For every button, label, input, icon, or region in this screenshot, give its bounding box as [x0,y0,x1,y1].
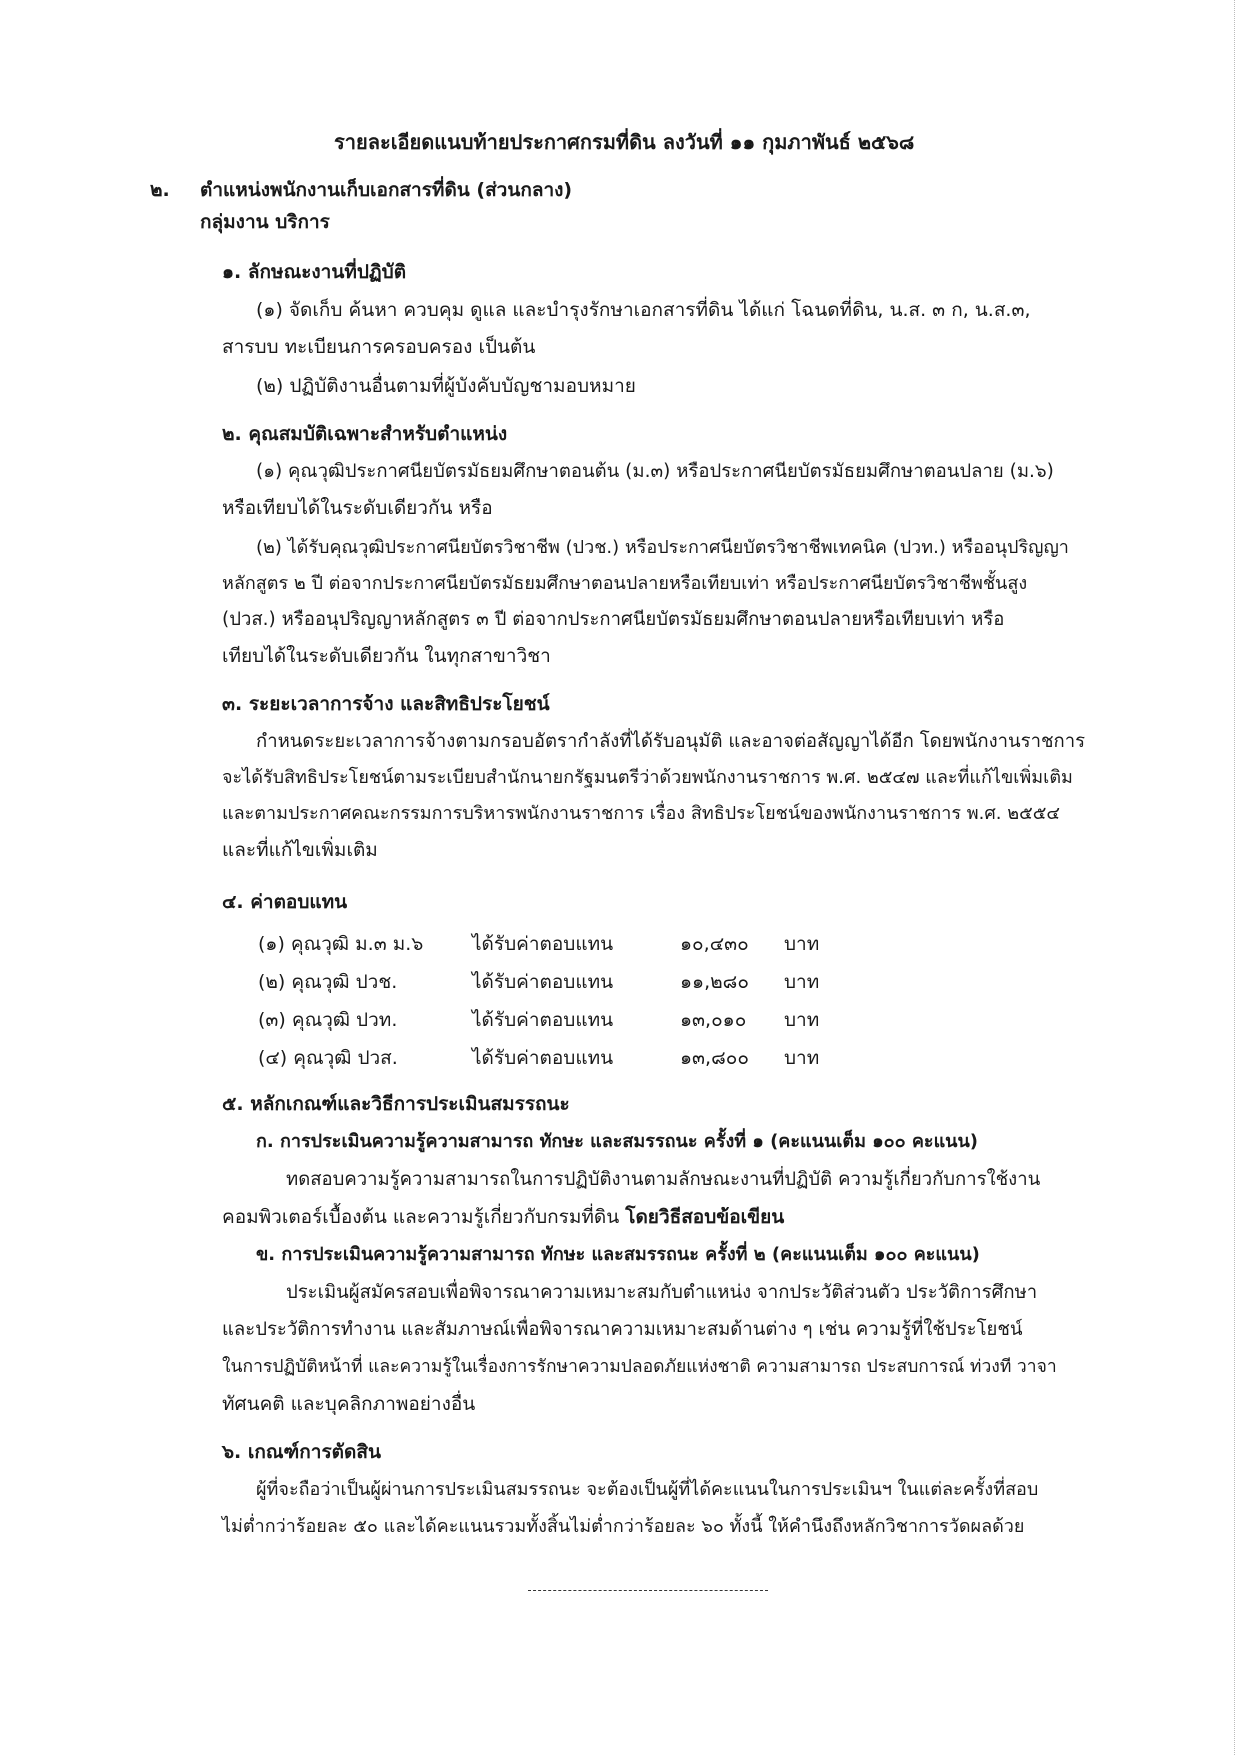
section-2-item-1-line-1: (๑) คุณวุฒิประกาศนียบัตรมัธยมศึกษาตอนต้น (ม.๓) หรือประกาศนียบัตรมัธยมศึกษาตอนปลาย (ม.๖) [256,461,1054,482]
wage-row-1-label: ได้รับค่าตอบแทน [472,933,614,955]
section-2-item-2-line-1: (๒) ได้รับคุณวุฒิประกาศนียบัตรวิชาชีพ (ปวช.) หรือประกาศนียบัตรวิชาชีพเทคนิค (ปวท.) หรืออนุปริญญา [256,537,1069,558]
section-5-a-method: โดยวิธีสอบข้อเขียน [625,1206,785,1228]
section-6-line-2: ไม่ต่ำกว่าร้อยละ ๕๐ และได้คะแนนรวมทั้งสิ้นไม่ต่ำกว่าร้อยละ ๖๐ ทั้งนี้ ให้คำนึงถึงหลักวิชาการวัดผลด้วย [222,1516,1025,1537]
section-2-item-1-line-2: หรือเทียบได้ในระดับเดียวกัน หรือ [222,497,493,519]
section-5-b-heading: ข. การประเมินความรู้ความสามารถ ทักษะ และสมรรถนะ ครั้งที่ ๒ (คะแนนเต็ม ๑๐๐ คะแนน) [256,1244,980,1265]
position-title: ตำแหน่งพนักงานเก็บเอกสารที่ดิน (ส่วนกลาง) [200,179,573,201]
section-5-b-line-1: ประเมินผู้สมัครสอบเพื่อพิจารณาความเหมาะสมกับตำแหน่ง จากประวัติส่วนตัว ประวัติการศึกษา [286,1282,1038,1303]
wage-row-1-qualification: (๑) คุณวุฒิ ม.๓ ม.๖ [258,933,424,955]
section-1-item-1-line-2: สารบบ ทะเบียนการครอบครอง เป็นต้น [222,336,536,358]
section-2-heading: ๒. คุณสมบัติเฉพาะสำหรับตำแหน่ง [222,423,508,445]
section-6-line-1: ผู้ที่จะถือว่าเป็นผู้ผ่านการประเมินสมรรถนะ จะต้องเป็นผู้ที่ได้คะแนนในการประเมินฯ ในแต่ละครั้งที่สอบ [256,1479,1039,1500]
scan-edge [1234,0,1235,1755]
wage-row-1-amount: ๑๐,๔๓๐ [680,933,749,955]
section-6-heading: ๖. เกณฑ์การตัดสิน [222,1441,381,1463]
section-5-a-line-2 [222,1203,784,1231]
section-5-a-heading: ก. การประเมินความรู้ความสามารถ ทักษะ และสมรรถนะ ครั้งที่ ๑ (คะแนนเต็ม ๑๐๐ คะแนน) [256,1131,979,1152]
job-group: กลุ่มงาน บริการ [200,211,330,233]
wage-row-2-qualification: (๒) คุณวุฒิ ปวช. [258,971,398,993]
section-2-item-2-line-4: เทียบได้ในระดับเดียวกัน ในทุกสาขาวิชา [222,645,551,667]
wage-row-2-label: ได้รับค่าตอบแทน [472,971,614,993]
section-5-heading: ๕. หลักเกณฑ์และวิธีการประเมินสมรรถนะ [222,1093,570,1115]
wage-row-2-amount: ๑๑,๒๘๐ [680,971,749,993]
section-1-item-1-line-1: (๑) จัดเก็บ ค้นหา ควบคุม ดูแล และบำรุงรักษาเอกสารที่ดิน ได้แก่ โฉนดที่ดิน, น.ส. ๓ ก, น.ส.๓, [256,299,1031,321]
section-4-heading: ๔. ค่าตอบแทน [222,891,348,913]
end-divider [528,1590,768,1591]
section-3-heading: ๓. ระยะเวลาการจ้าง และสิทธิประโยชน์ [222,693,550,715]
wage-row-4-unit: บาท [784,1047,820,1069]
section-2-item-2-line-3: (ปวส.) หรืออนุปริญญาหลักสูตร ๓ ปี ต่อจากประกาศนียบัตรมัธยมศึกษาตอนปลายหรือเทียบเท่า หรือ [222,609,1005,630]
wage-row-3-unit: บาท [784,1009,820,1031]
document-header: รายละเอียดแนบท้ายประกาศกรมที่ดิน ลงวันที่ ๑๑ กุมภาพันธ์ ๒๕๖๘ [334,130,915,154]
wage-row-4-label: ได้รับค่าตอบแทน [472,1047,614,1069]
section-5-b-line-2: และประวัติการทำงาน และสัมภาษณ์เพื่อพิจารณาความเหมาะสมด้านต่าง ๆ เช่น ความรู้ที่ใช้ประโยชน์ [222,1319,1023,1340]
wage-row-2-unit: บาท [784,971,820,993]
wage-row-1-unit: บาท [784,933,820,955]
section-1-item-2: (๒) ปฏิบัติงานอื่นตามที่ผู้บังคับบัญชามอบหมาย [256,375,636,397]
wage-row-4-amount: ๑๓,๘๐๐ [680,1047,749,1069]
wage-row-3-qualification: (๓) คุณวุฒิ ปวท. [258,1009,398,1031]
section-5-a-line-2-text: คอมพิวเตอร์เบื้องต้น และความรู้เกี่ยวกับกรมที่ดิน [222,1206,620,1228]
section-5-b-line-4: ทัศนคติ และบุคลิกภาพอย่างอื่น [222,1393,476,1415]
section-5-a-line-1: ทดสอบความรู้ความสามารถในการปฏิบัติงานตามลักษณะงานที่ปฏิบัติ ความรู้เกี่ยวกับการใช้งาน [286,1169,1041,1190]
section-3-line-1: กำหนดระยะเวลาการจ้างตามกรอบอัตรากำลังที่ได้รับอนุมัติ และอาจต่อสัญญาได้อีก โดยพนักงานราชการ [256,731,1086,752]
section-3-line-4: และที่แก้ไขเพิ่มเติม [222,839,378,861]
wage-row-4-qualification: (๔) คุณวุฒิ ปวส. [258,1047,398,1069]
section-5-b-line-3: ในการปฏิบัติหน้าที่ และความรู้ในเรื่องการรักษาความปลอดภัยแห่งชาติ ความสามารถ ประสบการณ์ ท่วงที วาจา [222,1357,1057,1377]
section-3-line-2: จะได้รับสิทธิประโยชน์ตามระเบียบสำนักนายกรัฐมนตรีว่าด้วยพนักงานราชการ พ.ศ. ๒๕๔๗ และที่แก้ไขเพิ่มเติม [222,767,1073,788]
section-1-heading: ๑. ลักษณะงานที่ปฏิบัติ [222,261,407,283]
section-2-item-2-line-2: หลักสูตร ๒ ปี ต่อจากประกาศนียบัตรมัธยมศึกษาตอนปลายหรือเทียบเท่า หรือประกาศนียบัตรวิชาชีพชั้นสูง [222,573,1028,594]
wage-row-3-amount: ๑๓,๐๑๐ [680,1009,747,1031]
section-3-line-3: และตามประกาศคณะกรรมการบริหารพนักงานราชการ เรื่อง สิทธิประโยชน์ของพนักงานราชการ พ.ศ. ๒๕๕๔ [222,803,1060,824]
position-number: ๒. [150,179,170,201]
wage-row-3-label: ได้รับค่าตอบแทน [472,1009,614,1031]
